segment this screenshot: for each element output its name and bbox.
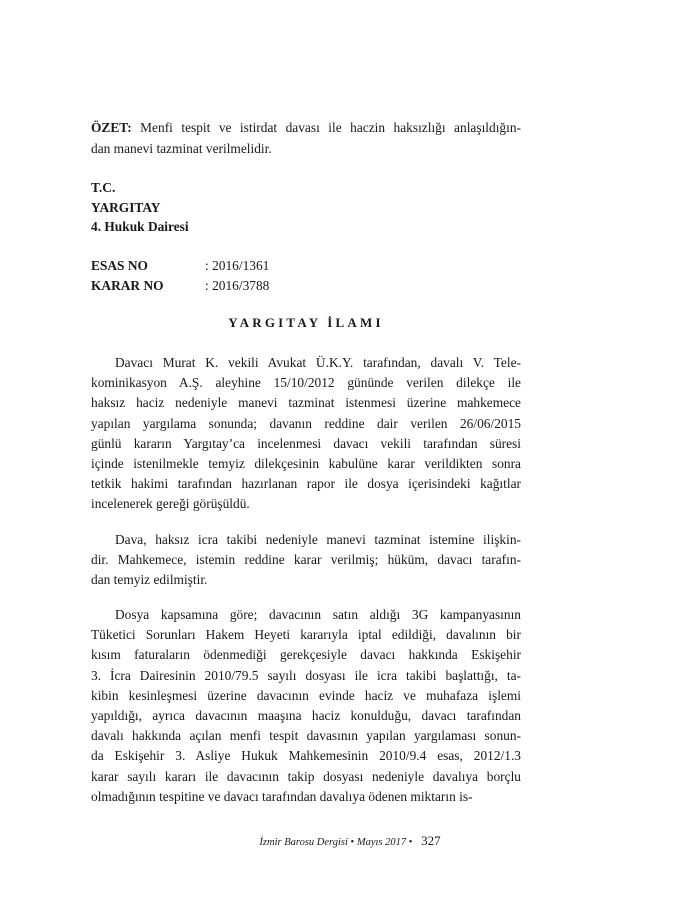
paragraph-1-line: haksız haciz nedeniyle manevi tazminat istenmesi üzerine mahkemece xyxy=(91,395,521,411)
esas-label: ESAS NO xyxy=(91,258,148,273)
paragraph-3-line: olmadığının tespitine ve davacı tarafından davalıya ödenen miktarın is- xyxy=(91,788,473,804)
karar-row xyxy=(91,276,269,296)
summary-line-1 xyxy=(91,118,521,138)
karar-label: KARAR NO xyxy=(91,278,164,293)
footer-separator-1: • xyxy=(347,837,357,848)
esas-value: : 2016/1361 xyxy=(205,258,270,273)
summary-text-1: Menfi tespit ve istirdat davası ile haczin haksızlığı anlaşıldığın- xyxy=(131,120,521,135)
paragraph-1-line: yapılan yargılama sonunda; davanın reddine dair verilen 26/06/2015 xyxy=(91,415,521,431)
summary-label: ÖZET: xyxy=(91,120,132,135)
page-number: 327 xyxy=(421,833,441,848)
paragraph-3-line: 3. İcra Dairesinin 2010/79.5 sayılı dosyası ile icra takibi başlattığı, ta- xyxy=(91,667,521,683)
court-tc: T.C. xyxy=(91,180,116,195)
paragraph-2-line: Dava, haksız icra takibi nedeniyle manevi tazminat istemine ilişkin- xyxy=(115,532,521,547)
paragraph-3-line: Dosya kapsamına göre; davacının satın aldığı 3G kampanyasının xyxy=(115,607,521,622)
paragraph-3-line: da Eskişehir 3. Asliye Hukuk Mahkemesinin 2010/9.4 esas, 2012/1.3 xyxy=(91,748,521,764)
paragraph-1-line: incelenerek gereği görüşüldü. xyxy=(91,496,250,512)
paragraph-3-line: yapıldığı, ayrıca davacının maaşına haciz konulduğu, davacı tarafından xyxy=(91,708,521,723)
paragraph-1-line: kominikasyon A.Ş. aleyhine 15/10/2012 gününde verilen dilekçe ile xyxy=(91,375,521,391)
paragraph-1-line: günlü kararın Yargıtay’ca incelenmesi davacı vekili tarafından süresi xyxy=(91,435,521,451)
paragraph-1-line: içinde istenilmekle temyiz dilekçesinin kabulüne karar verildikten sonra xyxy=(91,456,521,471)
court-chamber: 4. Hukuk Dairesi xyxy=(91,219,189,234)
paragraph-3-line: kibin kesinleşmesi üzerine davacının evinde haciz ve muhafaza işlemi xyxy=(91,687,521,703)
paragraph-1-line: tetkik hakimi tarafından hazırlanan rapor ile dosya içerisindeki kağıtlar xyxy=(91,476,521,492)
document-title: YARGITAY İLAMI xyxy=(228,315,384,330)
journal-name: İzmir Barosu Dergisi xyxy=(259,837,348,848)
court-name: YARGITAY xyxy=(91,200,161,215)
karar-value: : 2016/3788 xyxy=(205,278,270,293)
paragraph-3-line: davalı hakkında açılan menfi tespit davasının yapılan yargılaması sonun- xyxy=(91,728,521,744)
paragraph-2-line: dan temyiz edilmiştir. xyxy=(91,572,208,588)
paragraph-3-line: karar sayılı kararı ile davacının takip dosyası nedeniyle davalıya borçlu xyxy=(91,768,521,784)
footer-separator-2: • xyxy=(406,837,416,848)
paragraph-3-line: kısım faturaların ödenmediği gerekçesiyle davacı hakkında Eskişehir xyxy=(91,647,521,663)
page-footer xyxy=(0,833,700,849)
summary-line-2: dan manevi tazminat verilmelidir. xyxy=(91,141,272,156)
issue-date: Mayıs 2017 xyxy=(356,837,407,848)
paragraph-1-line: Davacı Murat K. vekili Avukat Ü.K.Y. tarafından, davalı V. Tele- xyxy=(115,355,521,370)
esas-row xyxy=(91,256,269,276)
paragraph-2-line: dir. Mahkemece, istemin reddine karar verilmiş; hüküm, davacı tarafın- xyxy=(91,552,521,568)
paragraph-3-line: Tüketici Sorunları Hakem Heyeti kararıyla iptal edildiği, davalının bir xyxy=(91,627,521,643)
